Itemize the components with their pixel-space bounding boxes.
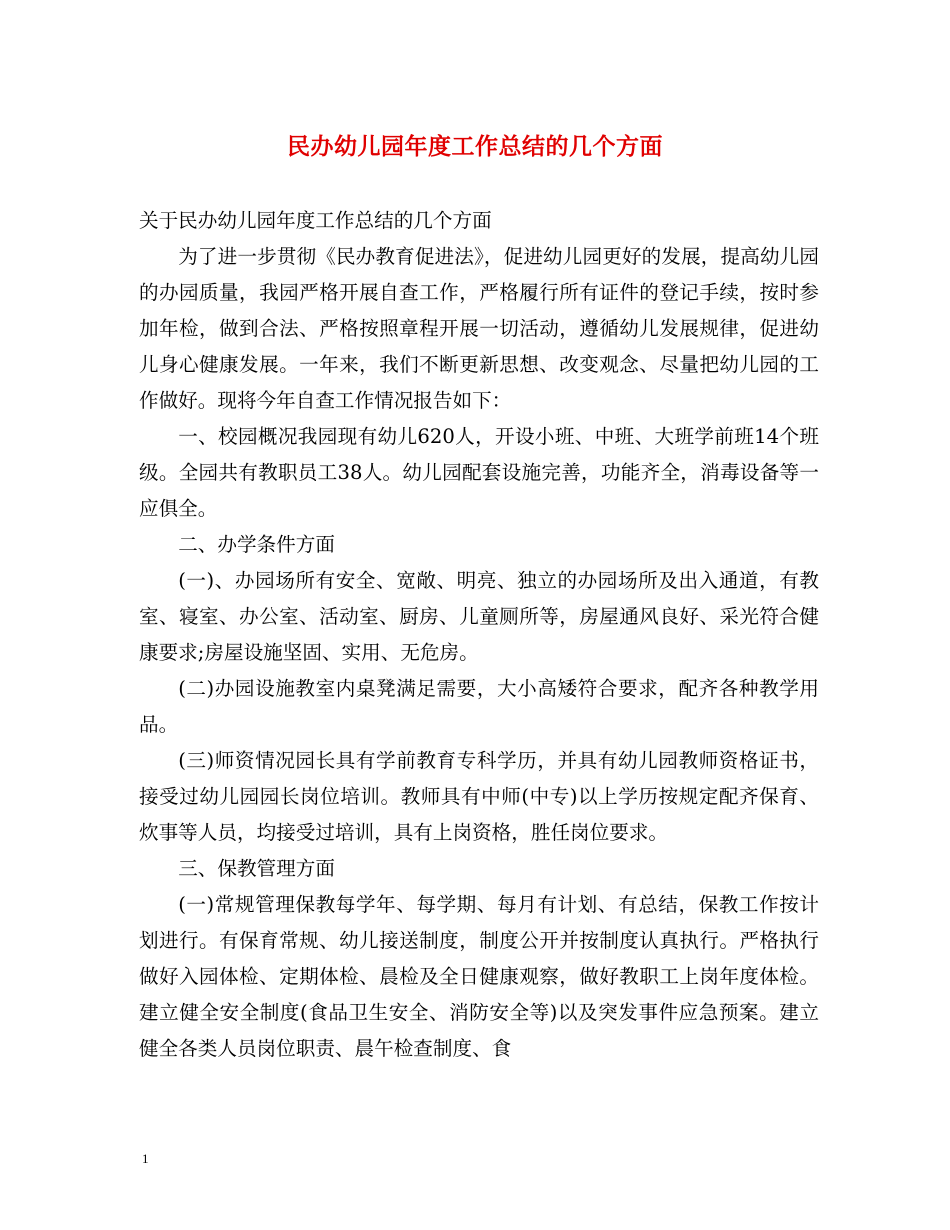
document-body [139,203,819,1067]
page-number: 1 [142,1151,149,1166]
section-heading: 二、办学条件方面 [178,533,335,556]
paragraph: (二)办园设施教室内桌凳满足需要，大小高矮符合要求，配齐各种教学用品。 [139,677,819,736]
paragraph: (三)师资情况园长具有学前教育专科学历，并具有幼儿园教师资格证书，接受过幼儿园园长岗位培训。教师具有中师(中专)以上学历按规定配齐保育、炊事等人员，均接受过培训，具有上岗资格，胜任岗位要求。 [139,749,819,844]
section-heading: 三、保教管理方面 [178,857,335,880]
paragraph: (一)常规管理保教每学年、每学期、每月有计划、有总结，保教工作按计划进行。有保育常规、幼儿接送制度，制度公开并按制度认真执行。严格执行做好入园体检、定期体检、晨检及全日健康观察，做好教职工上岗年度体检。建立健全安全制度(食品卫生安全、消防安全等)以及突发事件应急预案。建立健全各类人员岗位职责、晨午检查制度、食 [139,893,819,1060]
document-title: 民办幼儿园年度工作总结的几个方面 [287,134,663,160]
paragraph: 关于民办幼儿园年度工作总结的几个方面 [139,209,492,232]
paragraph: 一、校园概况我园现有幼儿620人，开设小班、中班、大班学前班14个班级。全园共有教职员工38人。幼儿园配套设施完善，功能齐全，消毒设备等一应俱全。 [139,425,819,520]
paragraph: 为了进一步贯彻《民办教育促进法》，促进幼儿园更好的发展，提高幼儿园的办园质量，我园严格开展自查工作，严格履行所有证件的登记手续，按时参加年检，做到合法、严格按照章程开展一切活动，遵循幼儿发展规律，促进幼儿身心健康发展。一年来，我们不断更新思想、改变观念、尽量把幼儿园的工作做好。现将今年自查工作情况报告如下： [139,245,819,412]
paragraph: (一)、办园场所有安全、宽敞、明亮、独立的办园场所及出入通道，有教室、寝室、办公室、活动室、厨房、儿童厕所等，房屋通风良好、采光符合健康要求;房屋设施坚固、实用、无危房。 [139,569,819,664]
